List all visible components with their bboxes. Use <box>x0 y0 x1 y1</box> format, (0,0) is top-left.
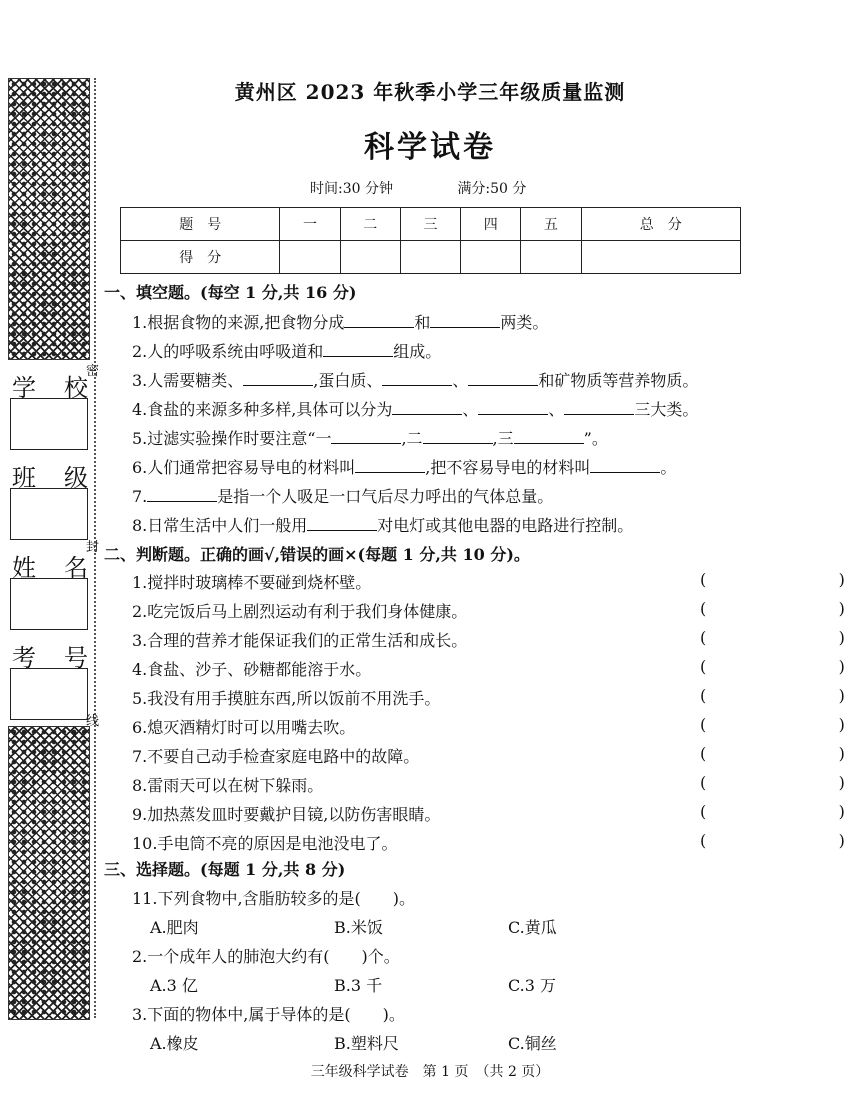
cell: 二 <box>340 208 400 241</box>
cell: 总 分 <box>581 208 740 241</box>
judge-item: 3.合理的营养才能保证我们的正常生活和成长。 <box>132 631 468 650</box>
answer-parentheses[interactable]: ( ) <box>700 773 845 792</box>
answer-blank[interactable] <box>478 398 548 415</box>
answer-blank[interactable] <box>243 369 313 386</box>
choice-question: 2.一个成年人的肺泡大约有( )个。 <box>132 947 400 966</box>
exam-number-label: 考 号 <box>12 644 88 672</box>
option-c[interactable]: C.铜丝 <box>508 1034 557 1053</box>
answer-blank[interactable] <box>323 340 393 357</box>
answer-blank[interactable] <box>331 427 401 444</box>
cell: 四 <box>461 208 521 241</box>
judge-item: 2.吃完饭后马上剧烈运动有利于我们身体健康。 <box>132 602 468 621</box>
answer-parentheses[interactable]: ( ) <box>700 744 845 763</box>
decorative-pattern-top <box>8 78 90 360</box>
class-field[interactable] <box>10 488 88 540</box>
judge-item: 7.不要自己动手检查家庭电路中的故障。 <box>132 747 420 766</box>
page-footer: 三年级科学试卷 第 1 页 （共 2 页） <box>310 1064 550 1080</box>
fill-item: 1.根据食物的来源,把食物分成 和 两类。 <box>132 313 549 332</box>
option-c[interactable]: C.黄瓜 <box>508 918 557 937</box>
cell: 一 <box>280 208 340 241</box>
judge-item: 6.熄灭酒精灯时可以用嘴去吹。 <box>132 718 356 737</box>
answer-parentheses[interactable]: ( ) <box>700 599 845 618</box>
fold-char-xian: 线 <box>86 714 100 729</box>
judge-item: 5.我没有用手摸脏东西,所以饭前不用洗手。 <box>132 689 441 708</box>
choice-question: 11.下列食物中,含脂肪较多的是( )。 <box>132 889 416 908</box>
answer-blank[interactable] <box>564 398 634 415</box>
fill-item: 7. 是指一个人吸足一口气后尽力呼出的气体总量。 <box>132 487 554 506</box>
score-cell[interactable] <box>280 241 340 274</box>
answer-blank[interactable] <box>344 311 414 328</box>
name-label: 姓 名 <box>12 554 88 582</box>
time-limit: 时间:30 分钟 <box>310 181 393 197</box>
option-a[interactable]: A.肥肉 <box>150 918 199 937</box>
score-cell[interactable] <box>581 241 740 274</box>
answer-blank[interactable] <box>392 398 462 415</box>
option-a[interactable]: A.橡皮 <box>150 1034 199 1053</box>
answer-blank[interactable] <box>382 369 452 386</box>
fold-char-mi: 密 <box>86 364 100 379</box>
fill-item: 8.日常生活中人们一般用 对电灯或其他电器的电路进行控制。 <box>132 516 634 535</box>
exam-meta <box>310 178 586 198</box>
option-a[interactable]: A.3 亿 <box>150 976 198 995</box>
section2-heading: 二、判断题。正确的画√,错误的画×(每题 1 分,共 10 分)。 <box>104 545 530 564</box>
answer-blank[interactable] <box>307 514 377 531</box>
fill-item: 5.过滤实验操作时要注意“一 ,二 ,三 ”。 <box>132 429 608 448</box>
answer-blank[interactable] <box>468 369 538 386</box>
fill-item: 3.人需要糖类、 ,蛋白质、 、 和矿物质等营养物质。 <box>132 371 699 390</box>
full-score: 满分:50 分 <box>457 181 527 197</box>
answer-parentheses[interactable]: ( ) <box>700 686 845 705</box>
exam-title: 黄州区 2023 年秋季小学三年级质量监测 <box>234 80 626 104</box>
answer-blank[interactable] <box>147 485 217 502</box>
subject-title: 科学试卷 <box>364 130 496 165</box>
cell: 五 <box>521 208 581 241</box>
option-b[interactable]: B.米饭 <box>334 918 383 937</box>
exam-number-field[interactable] <box>10 668 88 720</box>
school-label: 学 校 <box>12 374 88 402</box>
answer-parentheses[interactable]: ( ) <box>700 657 845 676</box>
answer-parentheses[interactable]: ( ) <box>700 570 845 589</box>
option-c[interactable]: C.3 万 <box>508 976 557 995</box>
score-table <box>120 207 741 274</box>
judge-item: 9.加热蒸发皿时要戴护目镜,以防伤害眼睛。 <box>132 805 441 824</box>
score-cell[interactable] <box>340 241 400 274</box>
answer-parentheses[interactable]: ( ) <box>700 802 845 821</box>
fill-item: 6.人们通常把容易导电的材料叫 ,把不容易导电的材料叫 。 <box>132 458 677 477</box>
fill-item: 4.食盐的来源多种多样,具体可以分为 、 、 三大类。 <box>132 400 699 419</box>
answer-parentheses[interactable]: ( ) <box>700 715 845 734</box>
answer-blank[interactable] <box>423 427 493 444</box>
name-field[interactable] <box>10 578 88 630</box>
answer-blank[interactable] <box>430 311 500 328</box>
answer-parentheses[interactable]: ( ) <box>700 831 845 850</box>
answer-parentheses[interactable]: ( ) <box>700 628 845 647</box>
score-table-header-row <box>121 208 741 241</box>
cell: 题 号 <box>121 208 280 241</box>
section1-heading: 一、填空题。(每空 1 分,共 16 分) <box>104 283 357 302</box>
cell: 得 分 <box>121 241 280 274</box>
decorative-pattern-bottom <box>8 726 90 1020</box>
answer-blank[interactable] <box>590 456 660 473</box>
choice-question: 3.下面的物体中,属于导体的是( )。 <box>132 1005 405 1024</box>
judge-item: 10.手电筒不亮的原因是电池没电了。 <box>132 834 398 853</box>
score-cell[interactable] <box>461 241 521 274</box>
answer-blank[interactable] <box>514 427 584 444</box>
section3-heading: 三、选择题。(每题 1 分,共 8 分) <box>104 860 346 879</box>
score-cell[interactable] <box>521 241 581 274</box>
option-b[interactable]: B.3 千 <box>334 976 383 995</box>
judge-item: 8.雷雨天可以在树下躲雨。 <box>132 776 324 795</box>
answer-blank[interactable] <box>355 456 425 473</box>
fold-char-feng: 封 <box>86 540 100 555</box>
cell: 三 <box>400 208 460 241</box>
score-cell[interactable] <box>400 241 460 274</box>
option-b[interactable]: B.塑料尺 <box>334 1034 399 1053</box>
judge-item: 1.搅拌时玻璃棒不要碰到烧杯壁。 <box>132 573 372 592</box>
fill-item: 2.人的呼吸系统由呼吸道和 组成。 <box>132 342 442 361</box>
judge-item: 4.食盐、沙子、砂糖都能溶于水。 <box>132 660 372 679</box>
school-field[interactable] <box>10 398 88 450</box>
score-table-score-row <box>121 241 741 274</box>
class-label: 班 级 <box>12 464 88 492</box>
